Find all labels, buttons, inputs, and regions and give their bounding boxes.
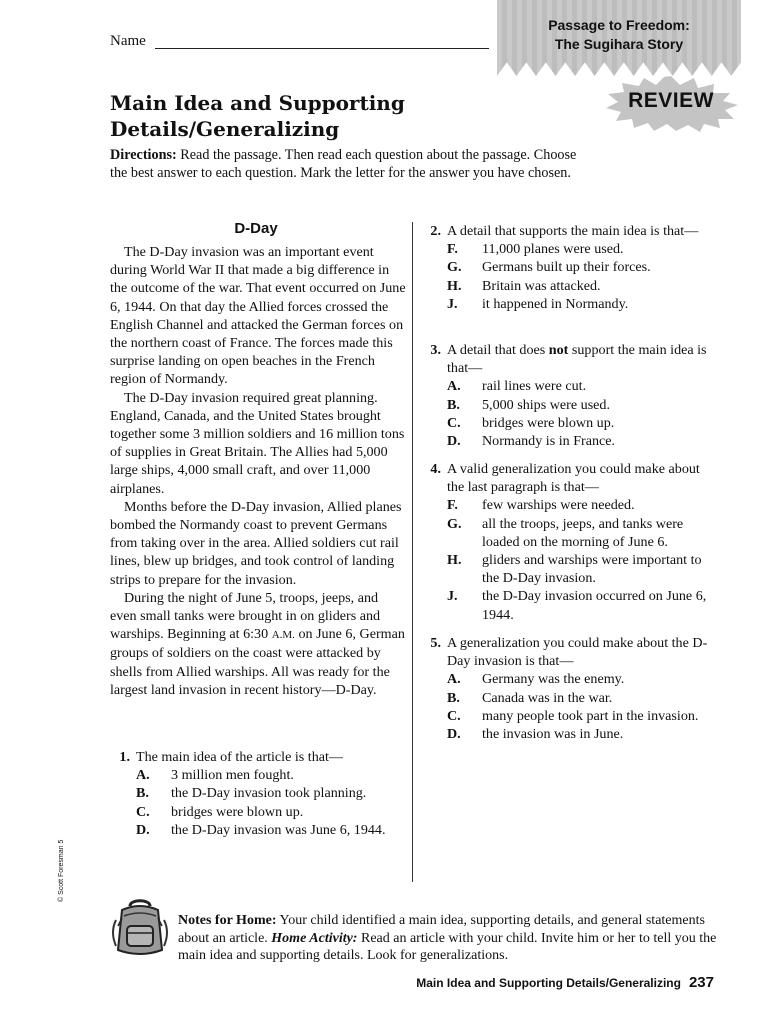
answer-option[interactable] (136, 821, 410, 839)
option-text: the D-Day invasion took planning. (171, 785, 367, 802)
option-letter: J. (447, 295, 458, 312)
option-text: rail lines were cut. (482, 378, 587, 395)
option-letter: D. (447, 433, 461, 450)
passage-title: D-Day (234, 220, 278, 237)
page-title (110, 90, 580, 142)
question-stem: A detail that supports the main idea is that— (447, 223, 699, 239)
answer-option[interactable] (447, 551, 717, 587)
directions-text: Read the passage. Then read each question about the passage. Choose the best answer to each question. Mark the letter for the answer you have chosen. (110, 147, 577, 182)
passage-body (110, 243, 406, 699)
option-text: 11,000 planes were used. (482, 241, 624, 258)
option-letter: A. (136, 767, 150, 784)
question-stem: A generalization you could make about the D-Day invasion is that— (447, 635, 708, 670)
passage-paragraph-4-part-b: on June 6, German groups of soldiers on the coast were attacked by shells from Allied warships. All was ready for the largest land invasion in recent history—D-Day. (110, 626, 405, 698)
answer-option[interactable] (447, 496, 717, 514)
directions-label: Directions: (110, 147, 177, 163)
option-letter: B. (136, 785, 149, 802)
footer-title: Main Idea and Supporting Details/Generalizing (416, 976, 681, 990)
option-letter: H. (447, 552, 462, 569)
option-text: it happened in Normandy. (482, 295, 629, 312)
answer-option[interactable] (136, 766, 410, 784)
passage-paragraph-4 (110, 589, 406, 699)
option-text: few warships were needed. (482, 497, 635, 514)
answer-option[interactable] (447, 277, 717, 295)
column-divider (412, 222, 413, 882)
option-text: the D-Day invasion was June 6, 1944. (171, 821, 386, 838)
page-title-line-1: Main Idea and Supporting (110, 91, 405, 115)
question-stem (447, 341, 717, 377)
home-activity-label: Home Activity: (271, 930, 358, 946)
directions (110, 146, 590, 182)
question-number: 1. (119, 749, 130, 765)
option-text: gliders and warships were important to the D-Day invasion. (482, 552, 702, 587)
answer-option[interactable] (136, 784, 410, 802)
page-number: 237 (688, 974, 714, 991)
notes-text-2: Read an article with your child. Invite him or her to tell you the main idea and supporting details. Look for generalizations. (178, 930, 717, 964)
option-letter: D. (447, 726, 461, 743)
answer-option[interactable] (447, 414, 717, 432)
unit-tab-line-1: Passage to Freedom: (548, 17, 690, 33)
answer-option[interactable] (136, 803, 410, 821)
answer-option[interactable] (447, 670, 717, 688)
option-letter: A. (447, 671, 461, 688)
unit-tab-line-2: The Sugihara Story (554, 36, 684, 52)
option-text: Germany was the enemy. (482, 671, 625, 688)
name-field-line[interactable] (155, 48, 489, 49)
option-letter: G. (447, 259, 462, 276)
answer-option[interactable] (447, 432, 717, 450)
option-letter: B. (447, 689, 460, 706)
passage-paragraph-4-part-a: During the night of June 5, troops, jeeps, and even small tanks were brought in on gliders and warships. Beginning at 6:30 (110, 589, 381, 643)
question-number: 5. (430, 635, 441, 651)
option-text: Germans built up their forces. (482, 259, 651, 276)
passage-time-am: A.M. (271, 629, 295, 642)
answer-option[interactable] (447, 689, 717, 707)
question-stem: A valid generalization you could make about the last paragraph is that— (447, 461, 700, 496)
answer-option[interactable] (447, 515, 717, 551)
question-3 (421, 341, 717, 450)
option-text: the invasion was in June. (482, 726, 624, 743)
question-stem-post: support the main idea is that— (447, 342, 707, 377)
option-text: 3 million men fought. (171, 767, 294, 784)
option-letter: F. (447, 497, 458, 514)
option-text: bridges were blown up. (482, 414, 615, 431)
question-stem-pre: A detail that does (447, 342, 549, 358)
question-number: 4. (430, 461, 441, 477)
option-text: 5,000 ships were used. (482, 396, 610, 413)
question-2 (421, 222, 717, 313)
option-letter: J. (447, 588, 458, 605)
passage-paragraph-1: The D-Day invasion was an important event during World War II that made a big difference in the outcome of the war. That event occurred on June 6, 1944. On that day the Allied forces crossed the English Channel and attacked the German forces on the northern coast of France. The forces made this surprise landing on open beaches in the French region of Normandy. (110, 244, 406, 388)
notes-text-1: Your child identified a main idea, supporting details, and general statements about an article. (178, 913, 705, 946)
question-4 (421, 460, 717, 624)
page-title-line-2: Details/Generalizing (110, 117, 340, 141)
option-letter: G. (447, 515, 462, 532)
notes-for-home (178, 912, 718, 965)
unit-tab-title (497, 16, 741, 54)
option-letter: C. (447, 707, 461, 724)
review-badge: REVIEW (628, 89, 714, 112)
passage-paragraph-3: Months before the D-Day invasion, Allied planes bombed the Normandy coast to prevent Germans from taking over in the area. Allied soldiers cut rail lines, blew up bridges, and took control of landing strips to prepare for the invasion. (110, 498, 402, 588)
question-number: 3. (430, 342, 441, 358)
question-stem-emphasis: not (548, 342, 569, 358)
page-footer (330, 974, 714, 991)
answer-option[interactable] (447, 396, 717, 414)
answer-option[interactable] (447, 258, 717, 276)
name-label: Name (110, 33, 146, 49)
answer-option[interactable] (447, 240, 717, 258)
answer-option[interactable] (447, 295, 717, 313)
option-letter: C. (447, 414, 461, 431)
question-stem: The main idea of the article is that— (136, 749, 344, 765)
option-text: Normandy is in France. (482, 433, 616, 450)
option-letter: D. (136, 821, 150, 838)
answer-option[interactable] (447, 377, 717, 395)
option-text: many people took part in the invasion. (482, 707, 699, 724)
passage-paragraph-2: The D-Day invasion required great planning. England, Canada, and the United States brought together some 3 million soldiers and 16 million tons of supplies in Great Britain. The Allies had 5,000 large ships, 4,000 small craft, and over 11,000 airplanes. (110, 389, 405, 497)
option-letter: H. (447, 277, 462, 294)
option-letter: A. (447, 378, 461, 395)
option-text: bridges were blown up. (171, 803, 304, 820)
option-letter: B. (447, 396, 460, 413)
answer-option[interactable] (447, 707, 717, 725)
option-letter: C. (136, 803, 150, 820)
option-letter: F. (447, 241, 458, 258)
copyright-notice: © Scott Foresman 5 (58, 839, 65, 902)
question-1 (110, 748, 410, 839)
option-text: all the troops, jeeps, and tanks were loaded on the morning of June 6. (482, 515, 684, 550)
notes-label: Notes for Home: (178, 913, 277, 928)
option-text: the D-Day invasion occurred on June 6, 1944. (482, 588, 707, 623)
question-5 (421, 634, 717, 743)
answer-option[interactable] (447, 725, 717, 743)
option-text: Britain was attacked. (482, 277, 601, 294)
backpack-icon (108, 896, 172, 960)
answer-option[interactable] (447, 587, 717, 623)
question-number: 2. (430, 223, 441, 239)
option-text: Canada was in the war. (482, 689, 613, 706)
